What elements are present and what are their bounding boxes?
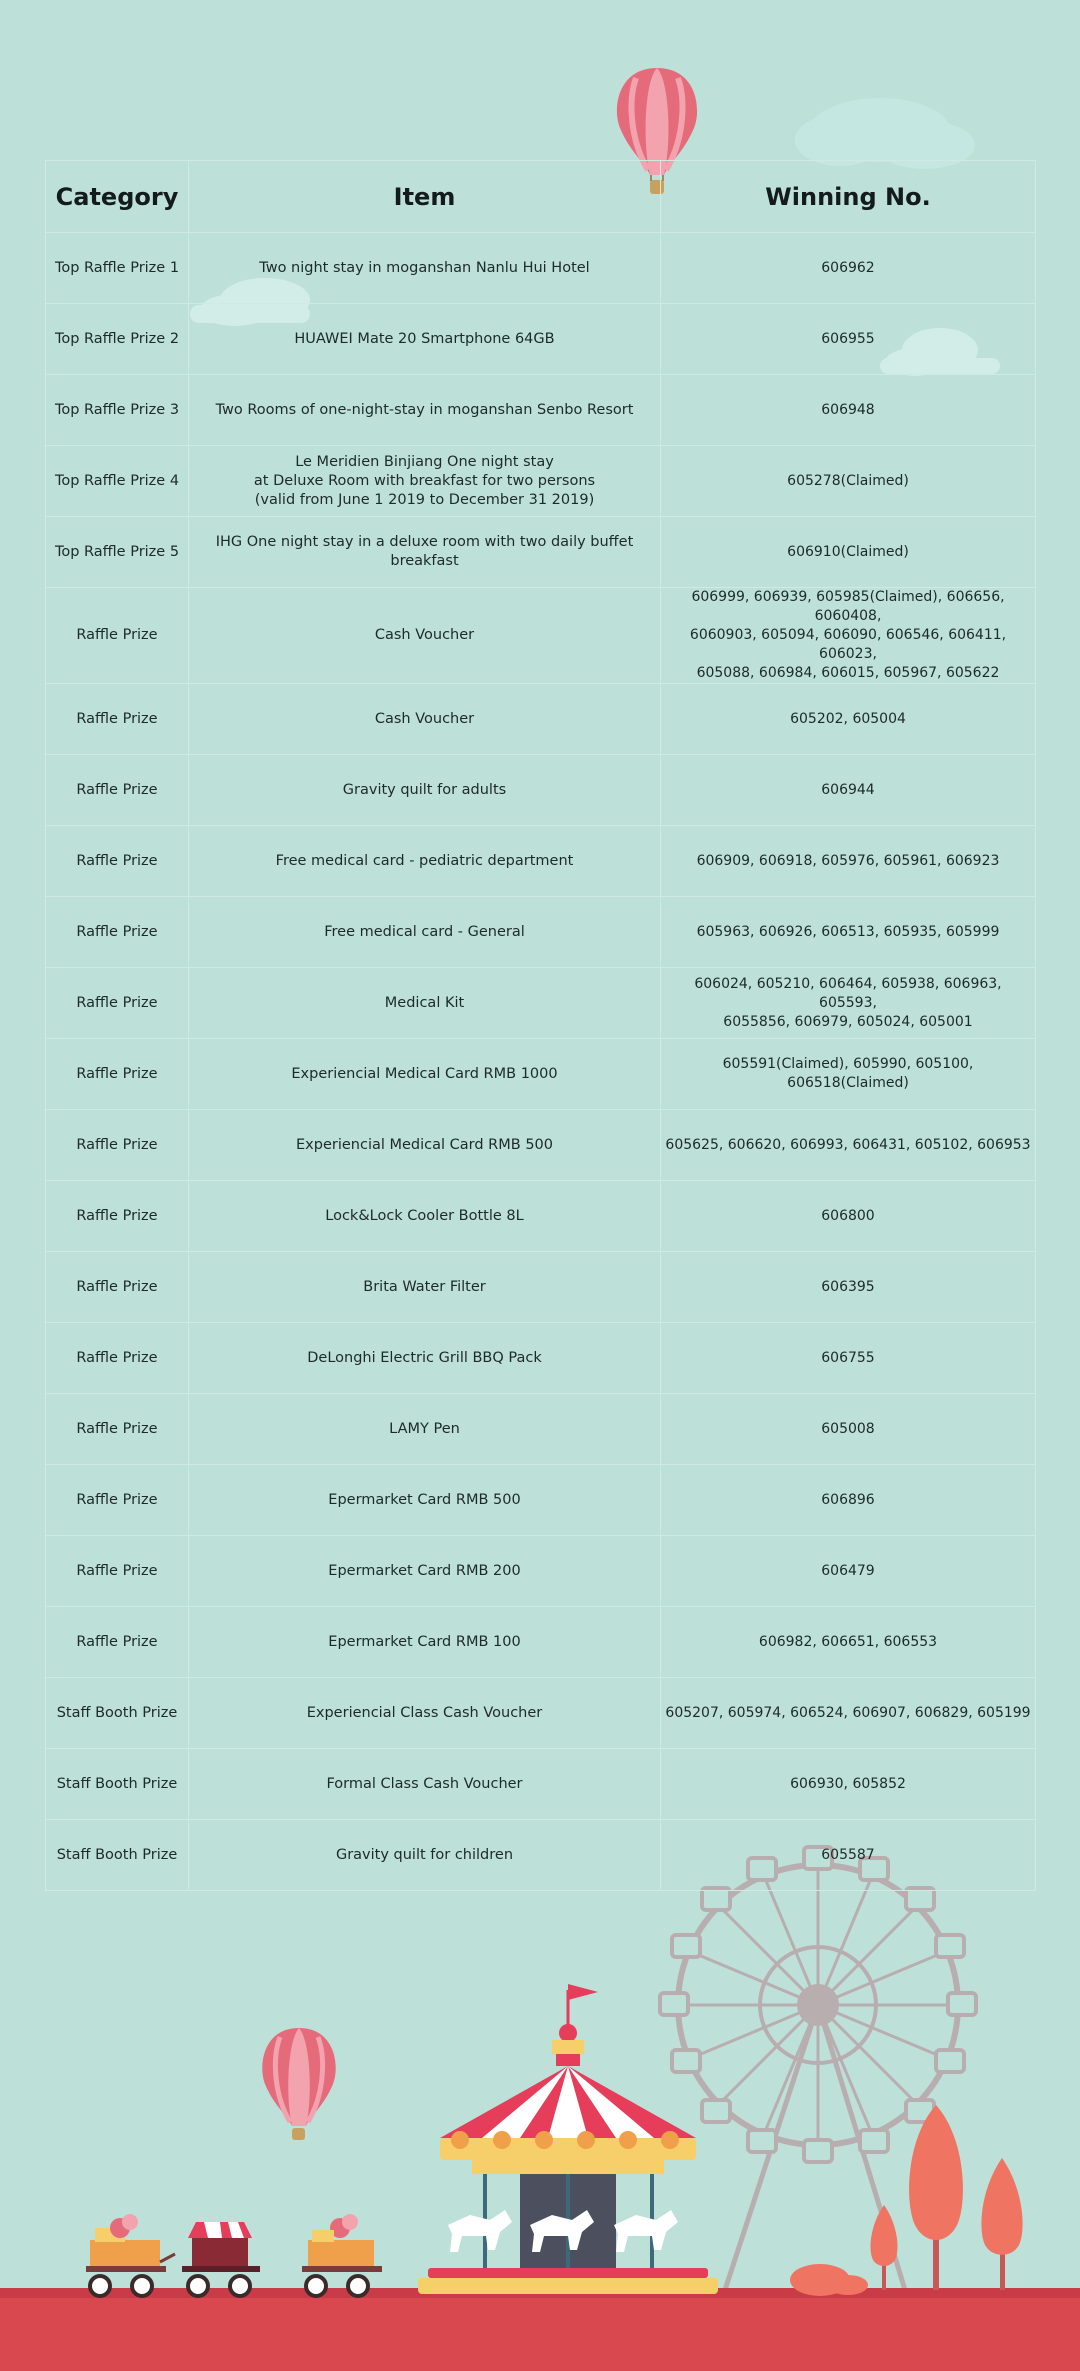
winning-number-cell: 605625, 606620, 606993, 606431, 605102, 606953: [661, 1110, 1036, 1181]
winning-number-cell: 606999, 606939, 605985(Claimed), 606656, 6060408, 6060903, 605094, 606090, 606546, 606411, 606023, 605088, 606984, 606015, 605967, 605622: [661, 588, 1036, 684]
winning-number-cell: 606800: [661, 1181, 1036, 1252]
table-row: [46, 755, 1036, 826]
category-cell: Raffle Prize: [46, 1323, 189, 1394]
item-cell: Free medical card - pediatric department: [189, 826, 661, 897]
table-row: [46, 826, 1036, 897]
winning-number-cell: 606930, 605852: [661, 1749, 1036, 1820]
category-cell: Raffle Prize: [46, 1394, 189, 1465]
table-row: [46, 1110, 1036, 1181]
table-row: [46, 1749, 1036, 1820]
category-cell: Raffle Prize: [46, 1252, 189, 1323]
column-header-winning: Winning No.: [661, 161, 1036, 233]
category-cell: Raffle Prize: [46, 897, 189, 968]
table-row: [46, 1678, 1036, 1749]
item-cell: IHG One night stay in a deluxe room with two daily buffet breakfast: [189, 517, 661, 588]
item-cell: Epermarket Card RMB 500: [189, 1465, 661, 1536]
table-row: [46, 1252, 1036, 1323]
food-cart-icon: [302, 2214, 382, 2296]
category-cell: Top Raffle Prize 5: [46, 517, 189, 588]
table-header-row: [46, 161, 1036, 233]
category-cell: Raffle Prize: [46, 968, 189, 1039]
item-cell: Formal Class Cash Voucher: [189, 1749, 661, 1820]
winning-number-cell: 605587: [661, 1820, 1036, 1891]
winning-number-cell: 606024, 605210, 606464, 605938, 606963, 605593, 6055856, 606979, 605024, 605001: [661, 968, 1036, 1039]
winning-number-cell: 606896: [661, 1465, 1036, 1536]
item-cell: HUAWEI Mate 20 Smartphone 64GB: [189, 304, 661, 375]
table-row: [46, 1394, 1036, 1465]
item-cell: Gravity quilt for children: [189, 1820, 661, 1891]
table-row: [46, 684, 1036, 755]
table-row: [46, 446, 1036, 517]
category-cell: Raffle Prize: [46, 684, 189, 755]
column-header-item: Item: [189, 161, 661, 233]
tree-icon: [790, 2105, 1023, 2296]
table-row: [46, 1820, 1036, 1891]
category-cell: Raffle Prize: [46, 1536, 189, 1607]
category-cell: Staff Booth Prize: [46, 1749, 189, 1820]
winning-number-cell: 606944: [661, 755, 1036, 826]
item-cell: Epermarket Card RMB 100: [189, 1607, 661, 1678]
item-cell: Two Rooms of one-night-stay in moganshan Senbo Resort: [189, 375, 661, 446]
item-cell: Brita Water Filter: [189, 1252, 661, 1323]
category-cell: Top Raffle Prize 4: [46, 446, 189, 517]
cloud-icon: [795, 98, 975, 169]
table-row: [46, 1181, 1036, 1252]
item-cell: Cash Voucher: [189, 684, 661, 755]
table-row: [46, 304, 1036, 375]
item-cell: Gravity quilt for adults: [189, 755, 661, 826]
prize-table: [45, 160, 1036, 1891]
table-row: [46, 968, 1036, 1039]
winning-number-cell: 605591(Claimed), 605990, 605100, 606518(Claimed): [661, 1039, 1036, 1110]
category-cell: Raffle Prize: [46, 755, 189, 826]
category-cell: Raffle Prize: [46, 1181, 189, 1252]
category-cell: Staff Booth Prize: [46, 1820, 189, 1891]
item-cell: Experiencial Class Cash Voucher: [189, 1678, 661, 1749]
item-cell: Cash Voucher: [189, 588, 661, 684]
item-cell: Lock&Lock Cooler Bottle 8L: [189, 1181, 661, 1252]
winning-number-cell: 605008: [661, 1394, 1036, 1465]
item-cell: Experiencial Medical Card RMB 500: [189, 1110, 661, 1181]
category-cell: Top Raffle Prize 2: [46, 304, 189, 375]
item-cell: LAMY Pen: [189, 1394, 661, 1465]
item-cell: Epermarket Card RMB 200: [189, 1536, 661, 1607]
winning-number-cell: 606910(Claimed): [661, 517, 1036, 588]
category-cell: Top Raffle Prize 1: [46, 233, 189, 304]
category-cell: Raffle Prize: [46, 1465, 189, 1536]
winning-number-cell: 605207, 605974, 606524, 606907, 606829, 605199: [661, 1678, 1036, 1749]
table-row: [46, 1607, 1036, 1678]
winning-number-cell: 606755: [661, 1323, 1036, 1394]
winning-number-cell: 605963, 606926, 606513, 605935, 605999: [661, 897, 1036, 968]
column-header-category: Category: [46, 161, 189, 233]
item-cell: Free medical card - General: [189, 897, 661, 968]
table-row: [46, 1039, 1036, 1110]
category-cell: Raffle Prize: [46, 588, 189, 684]
item-cell: Two night stay in moganshan Nanlu Hui Hotel: [189, 233, 661, 304]
category-cell: Raffle Prize: [46, 1110, 189, 1181]
category-cell: Staff Booth Prize: [46, 1678, 189, 1749]
category-cell: Top Raffle Prize 3: [46, 375, 189, 446]
winning-number-cell: 605278(Claimed): [661, 446, 1036, 517]
winning-number-cell: 606982, 606651, 606553: [661, 1607, 1036, 1678]
winning-number-cell: 606909, 606918, 605976, 605961, 606923: [661, 826, 1036, 897]
table-row: [46, 1323, 1036, 1394]
table-row: [46, 897, 1036, 968]
category-cell: Raffle Prize: [46, 1039, 189, 1110]
category-cell: Raffle Prize: [46, 1607, 189, 1678]
table-row: [46, 1536, 1036, 1607]
winning-number-cell: 606395: [661, 1252, 1036, 1323]
food-cart-icon: [86, 2214, 175, 2296]
winning-number-cell: 606955: [661, 304, 1036, 375]
winning-number-cell: 606962: [661, 233, 1036, 304]
item-cell: DeLonghi Electric Grill BBQ Pack: [189, 1323, 661, 1394]
winning-number-cell: 605202, 605004: [661, 684, 1036, 755]
hot-air-balloon-icon: [262, 2028, 335, 2140]
item-cell: Experiencial Medical Card RMB 1000: [189, 1039, 661, 1110]
item-cell: Le Meridien Binjiang One night stay at Deluxe Room with breakfast for two persons (valid from June 1 2019 to December 31 2019): [189, 446, 661, 517]
table-row: [46, 375, 1036, 446]
table-row: [46, 588, 1036, 684]
item-cell: Medical Kit: [189, 968, 661, 1039]
ground: [0, 2288, 1080, 2371]
table-row: [46, 233, 1036, 304]
category-cell: Raffle Prize: [46, 826, 189, 897]
winning-number-cell: 606479: [661, 1536, 1036, 1607]
table-row: [46, 517, 1036, 588]
carousel-icon: [418, 1984, 718, 2294]
table-row: [46, 1465, 1036, 1536]
winning-number-cell: 606948: [661, 375, 1036, 446]
food-cart-icon: [182, 2222, 260, 2296]
